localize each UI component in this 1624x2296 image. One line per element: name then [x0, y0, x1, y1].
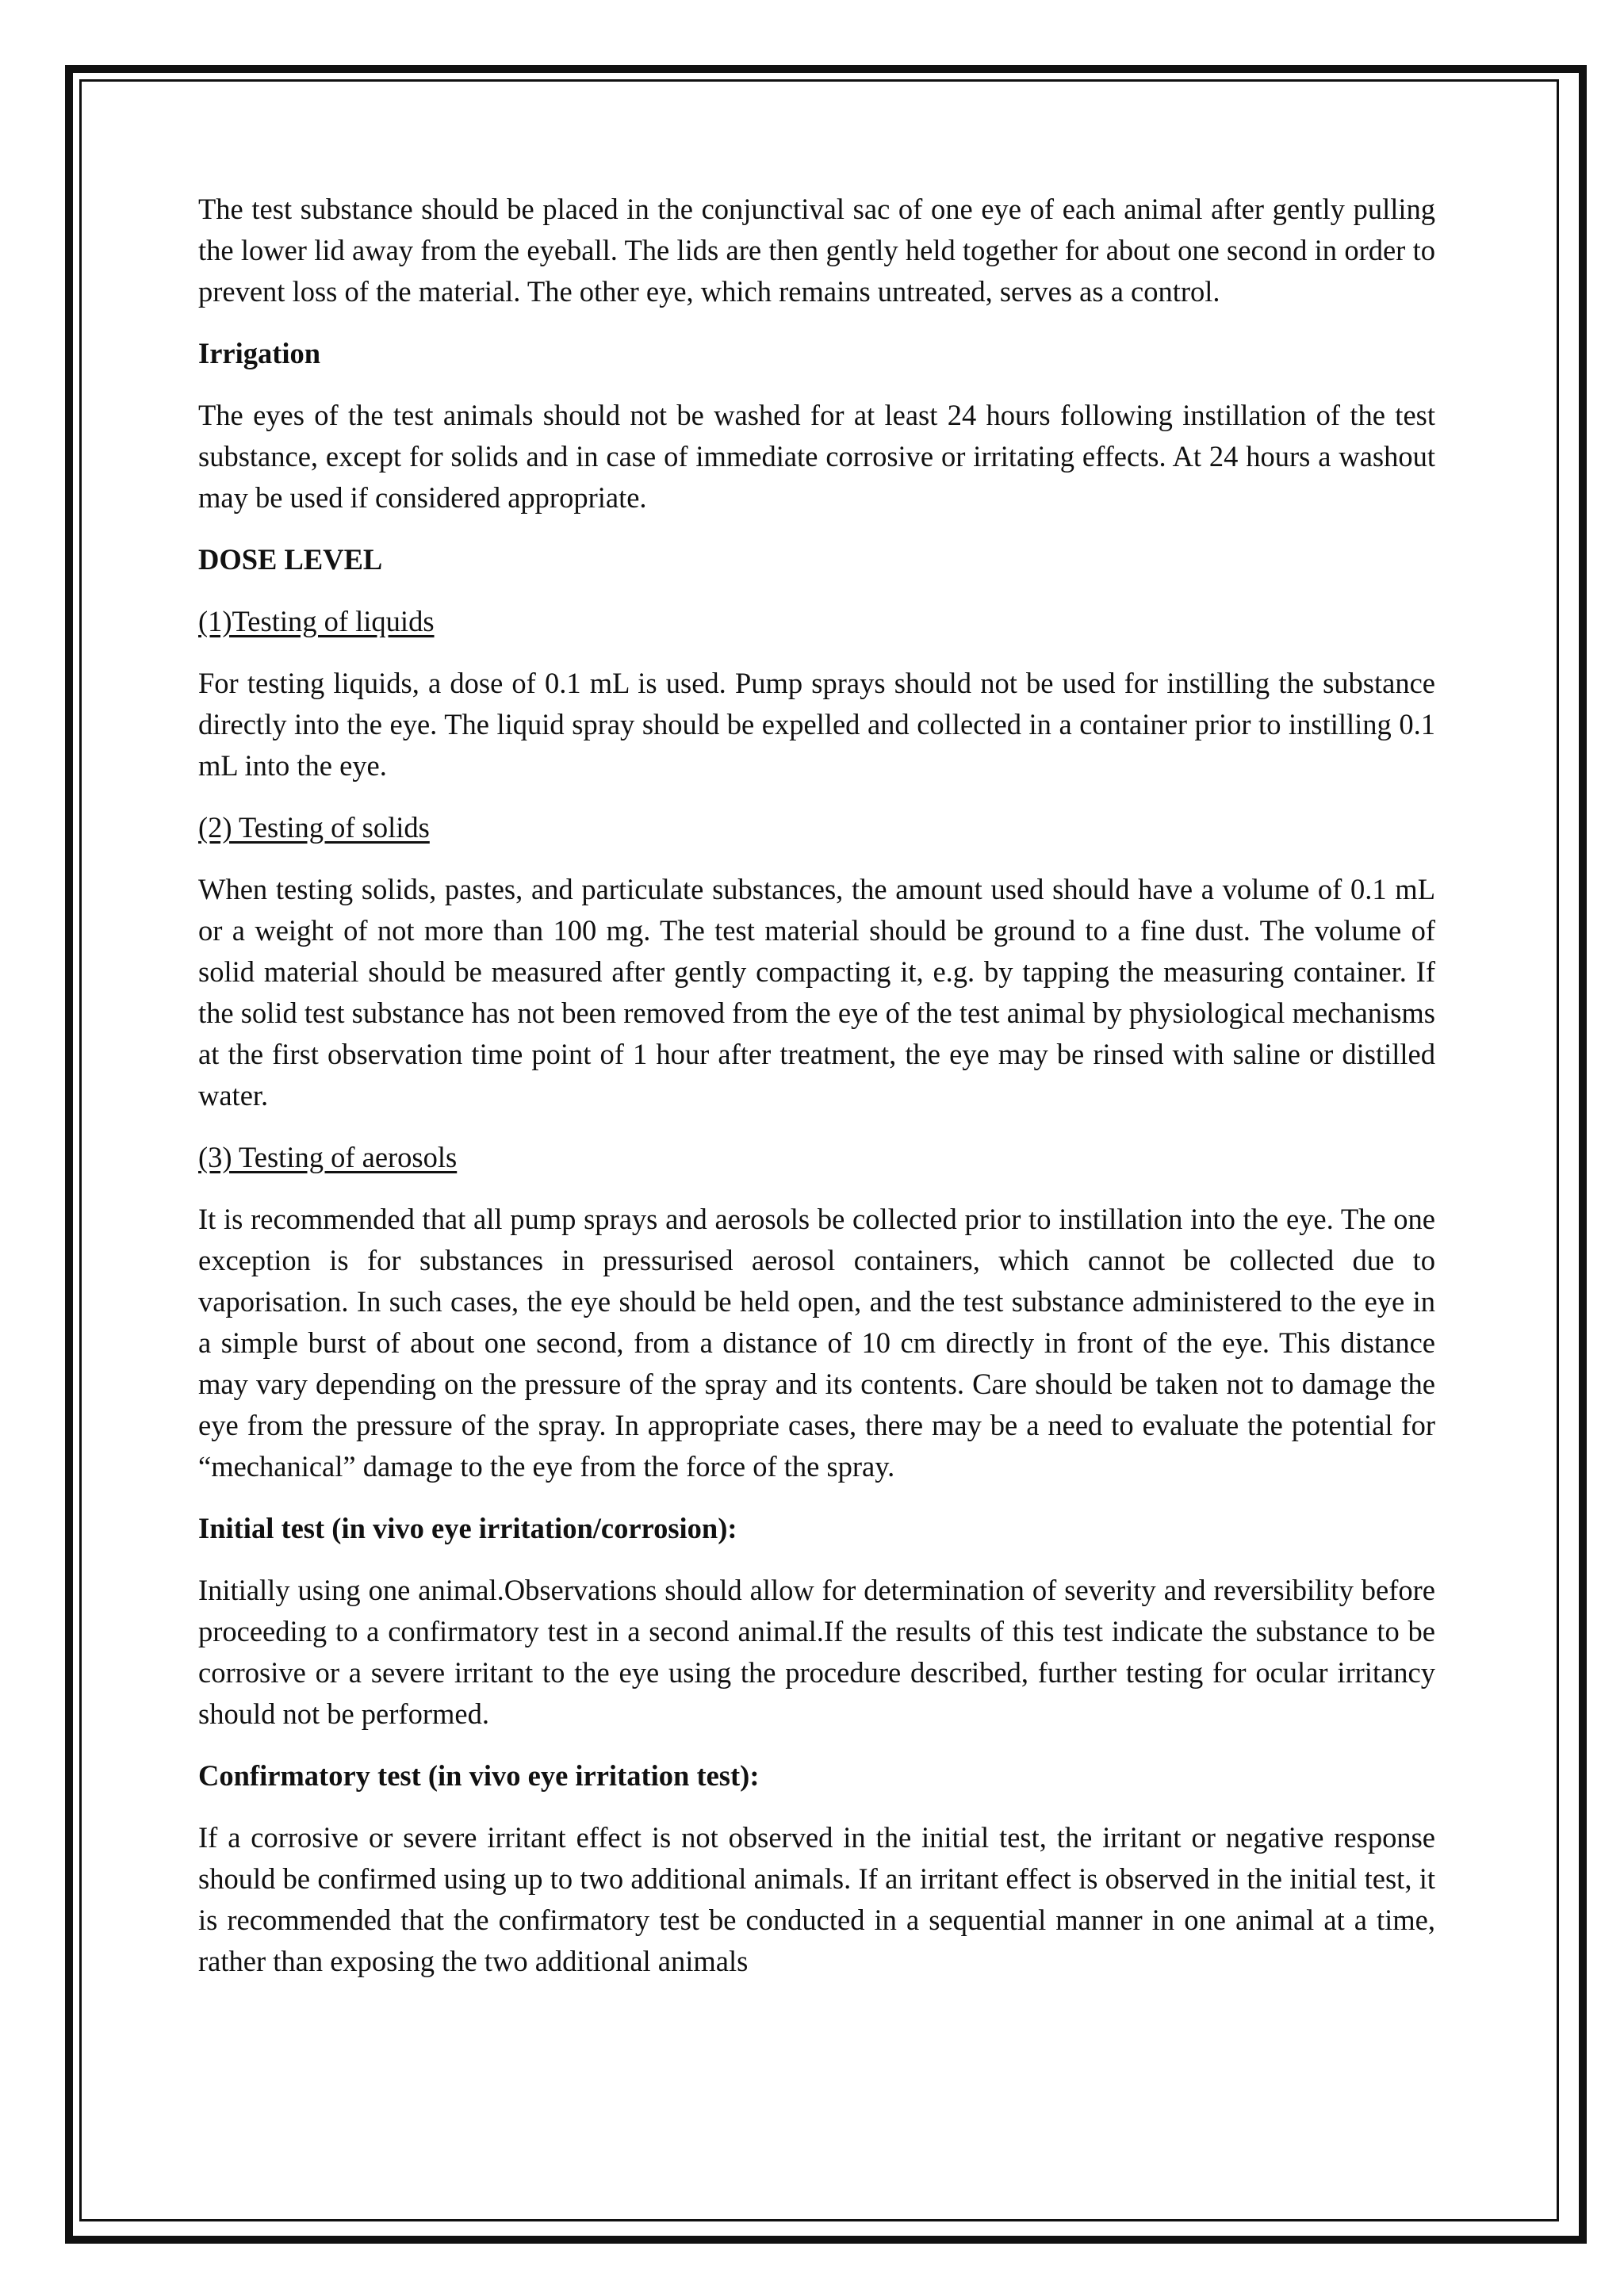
testing-solids-subheading: (2) Testing of solids: [198, 811, 430, 844]
testing-aerosols-subheading: (3) Testing of aerosols: [198, 1141, 458, 1173]
document-body: [198, 189, 1435, 2003]
irrigation-heading: Irrigation: [198, 337, 321, 369]
testing-aerosols-paragraph: It is recommended that all pump sprays and aerosols be collected prior to instillation into the eye. The one exception is for substances in pressurised aerosol containers, which cannot be collected due to vaporisation. In such cases, the eye should be held open, and the test substance administered to the eye in a simple burst of about one second, from a distance of 10 cm directly in front of the eye. This distance may vary depending on the pressure of the spray and its contents. Care should be taken not to damage the eye from the pressure of the spray. In appropriate cases, there may be a need to evaluate the potential for “mechanical” damage to the eye from the force of the spray.: [198, 1203, 1435, 1483]
dose-level-heading: DOSE LEVEL: [198, 543, 383, 576]
initial-test-heading: Initial test (in vivo eye irritation/corrosion):: [198, 1512, 737, 1544]
testing-solids-paragraph: When testing solids, pastes, and particulate substances, the amount used should have a volume of 0.1 mL or a weight of not more than 100 mg. The test material should be ground to a fine dust. The volume of solid material should be measured after gently compacting it, e.g. by tapping the measuring container. If the solid test substance has not been removed from the eye of the test animal by physiological mechanisms at the first observation time point of 1 hour after treatment, the eye may be rinsed with saline or distilled water.: [198, 873, 1435, 1112]
testing-liquids-paragraph: For testing liquids, a dose of 0.1 mL is used. Pump sprays should not be used for instilling the substance directly into the eye. The liquid spray should be expelled and collected in a container prior to instilling 0.1 mL into the eye.: [198, 667, 1435, 782]
testing-liquids-subheading: (1)Testing of liquids: [198, 605, 435, 637]
confirmatory-test-heading: Confirmatory test (in vivo eye irritation test):: [198, 1759, 760, 1792]
initial-test-paragraph: Initially using one animal.Observations should allow for determination of severity and reversibility before proceeding to a confirmatory test in a second animal.If the results of this test indicate the substance to be corrosive or a severe irritant to the eye using the procedure described, further testing for ocular irritancy should not be performed.: [198, 1574, 1435, 1730]
confirmatory-test-paragraph: If a corrosive or severe irritant effect is not observed in the initial test, the irritant or negative response should be confirmed using up to two additional animals. If an irritant effect is observed in the initial test, it is recommended that the confirmatory test be conducted in a sequential manner in one animal at a time, rather than exposing the two additional animals: [198, 1821, 1435, 1977]
intro-paragraph: The test substance should be placed in the conjunctival sac of one eye of each animal after gently pulling the lower lid away from the eyeball. The lids are then gently held together for about one second in order to prevent loss of the material. The other eye, which remains untreated, serves as a control.: [198, 193, 1435, 308]
irrigation-paragraph: The eyes of the test animals should not be washed for at least 24 hours following instillation of the test substance, except for solids and in case of immediate corrosive or irritating effects. At 24 hours a washout may be used if considered appropriate.: [198, 399, 1435, 514]
